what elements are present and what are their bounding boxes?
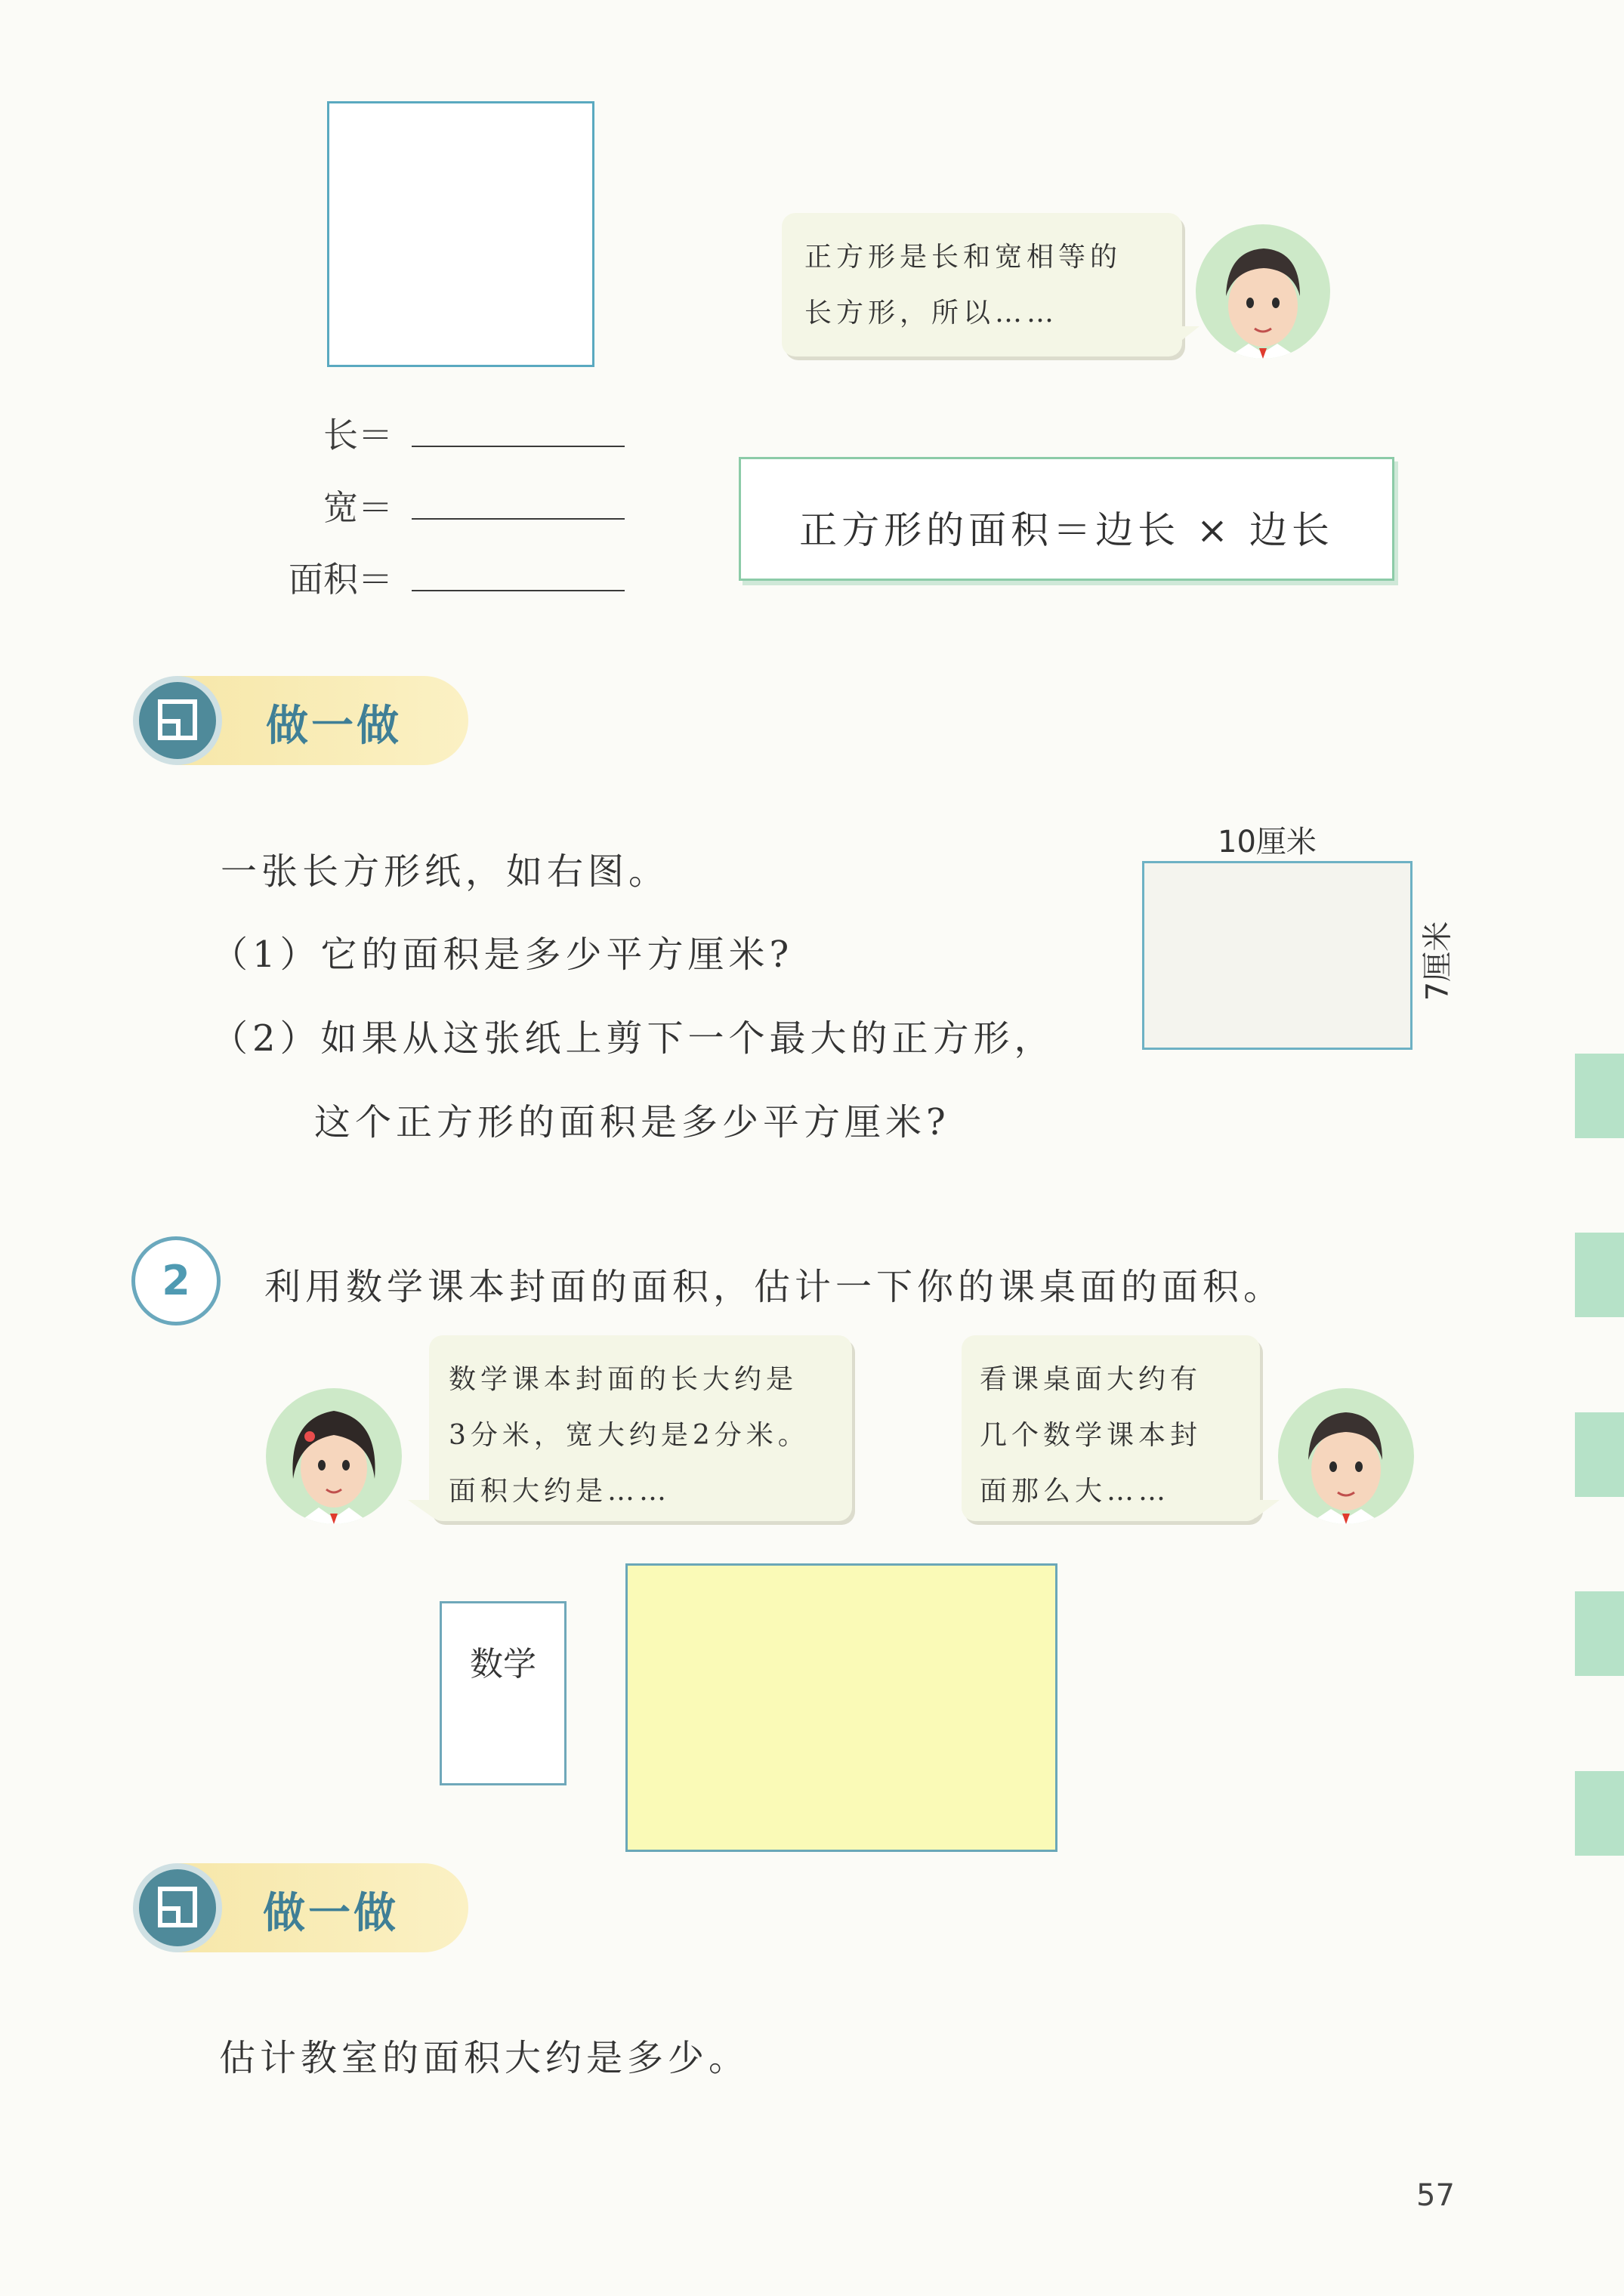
problem-intro: 一张长方形纸，如右图。 — [221, 850, 670, 893]
bubble-line: 面积大约是…… — [449, 1476, 672, 1507]
problem-number-badge: 2 — [131, 1236, 221, 1325]
length-blank — [412, 446, 625, 447]
bubble-line: 长方形，所以…… — [804, 298, 1059, 329]
square-diagram — [327, 101, 594, 367]
math-book-cover — [440, 1601, 567, 1785]
fold-corner-icon — [139, 1869, 216, 1946]
section-title: 做一做 — [263, 1888, 399, 1938]
margin-tab — [1575, 1771, 1624, 1856]
question-2-line1: （2）如果从这张纸上剪下一个最大的正方形， — [211, 1017, 1055, 1060]
width-blank — [412, 518, 625, 520]
page-number: 57 — [1416, 2178, 1455, 2213]
section-icon — [133, 676, 222, 765]
paper-rectangle — [1142, 861, 1413, 1050]
bubble-tail — [1255, 1500, 1280, 1518]
formula-box — [739, 457, 1394, 581]
margin-tab — [1575, 1412, 1624, 1497]
girl-avatar — [266, 1388, 402, 1524]
area-label: 面积＝ — [289, 559, 393, 600]
bubble-line: 3分米，宽大约是2分米。 — [449, 1420, 810, 1451]
desk-surface — [625, 1563, 1057, 1852]
boy-face-icon — [1196, 224, 1330, 359]
length-label: 长＝ — [323, 415, 393, 455]
question-2-line2: 这个正方形的面积是多少平方厘米? — [314, 1101, 950, 1143]
girl-face-icon — [266, 1388, 402, 1524]
speech-bubble-boy-bottom — [962, 1335, 1260, 1521]
width-label: 宽＝ — [323, 487, 393, 528]
section-icon — [133, 1863, 222, 1952]
estimate-classroom-text: 估计教室的面积大约是多少。 — [219, 2037, 750, 2079]
margin-tab — [1575, 1054, 1624, 1138]
boy-avatar-2 — [1278, 1388, 1414, 1524]
problem-2-text: 利用数学课本封面的面积，估计一下你的课桌面的面积。 — [264, 1266, 1285, 1308]
bubble-tail — [1178, 326, 1199, 343]
speech-bubble-boy-top — [782, 213, 1182, 356]
margin-tab — [1575, 1233, 1624, 1317]
bubble-line: 面那么大…… — [980, 1476, 1171, 1507]
bubble-line: 看课桌面大约有 — [980, 1364, 1203, 1395]
book-title: 数学 — [470, 1645, 536, 1683]
bubble-line: 数学课本封面的长大约是 — [449, 1364, 798, 1395]
question-1: （1）它的面积是多少平方厘米? — [211, 934, 794, 976]
speech-bubble-girl — [429, 1335, 852, 1521]
square-area-formula: 正方形的面积＝边长 × 边长 — [799, 508, 1334, 552]
bubble-line: 正方形是长和宽相等的 — [804, 242, 1122, 273]
rect-height-label: 7厘米 — [1420, 921, 1456, 1001]
area-blank — [412, 590, 625, 591]
fold-corner-icon — [139, 682, 216, 759]
boy-avatar — [1196, 224, 1330, 359]
section-title: 做一做 — [266, 701, 402, 751]
rect-width-label: 10厘米 — [1218, 825, 1317, 859]
bubble-tail — [408, 1500, 434, 1518]
boy-face-icon — [1278, 1388, 1414, 1524]
margin-tab — [1575, 1591, 1624, 1676]
bubble-line: 几个数学课本封 — [980, 1420, 1203, 1451]
